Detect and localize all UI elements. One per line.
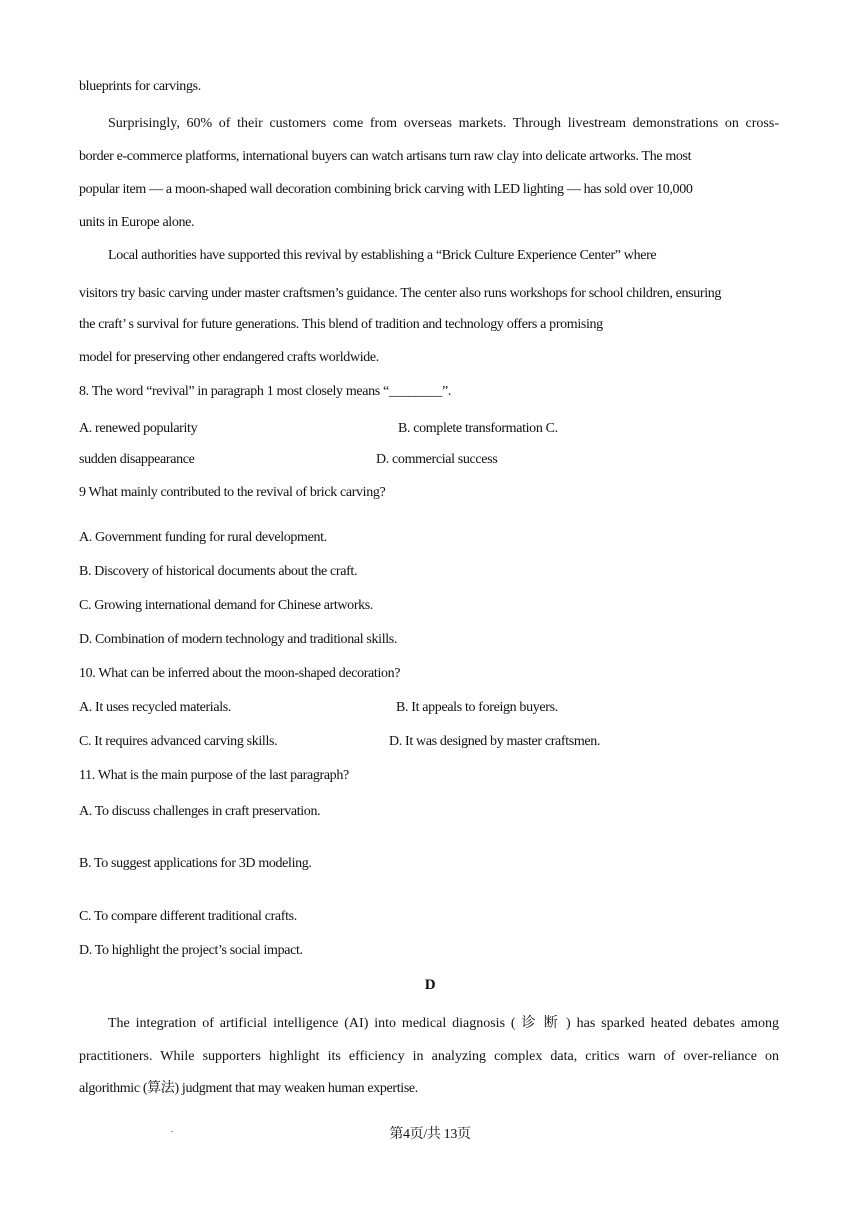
passage-line: units in Europe alone.: [79, 215, 195, 230]
question-11-option-b: B. To suggest applications for 3D modeling.: [79, 856, 312, 871]
question-11-option-c: C. To compare different traditional crafts.: [79, 909, 297, 924]
question-8-option-c: sudden disappearance: [79, 452, 195, 467]
passage-line: blueprints for carvings.: [79, 79, 201, 94]
question-10-option-c: C. It requires advanced carving skills.: [79, 734, 278, 749]
passage-line: practitioners. While supporters highlight its efficiency in analyzing complex data, critics warn of over-reliance on: [79, 1049, 779, 1064]
question-11-stem: 11. What is the main purpose of the last paragraph?: [79, 768, 349, 783]
question-9-option-a: A. Government funding for rural development.: [79, 530, 327, 545]
question-10-option-d: D. It was designed by master craftsmen.: [389, 734, 601, 749]
footer-dot: .: [171, 1124, 173, 1134]
question-10-option-b: B. It appeals to foreign buyers.: [396, 700, 558, 715]
passage-line: The integration of artificial intelligence (AI) into medical diagnosis ( 诊 断 ) has sparked heated debates among: [108, 1016, 779, 1031]
passage-line: Local authorities have supported this revival by establishing a “Brick Culture Experience Center” where: [108, 248, 657, 263]
section-heading: D: [424, 977, 436, 993]
question-9-option-b: B. Discovery of historical documents about the craft.: [79, 564, 358, 579]
question-9-option-d: D. Combination of modern technology and traditional skills.: [79, 632, 398, 647]
page-number: 第4页/共 13页: [389, 1127, 471, 1142]
passage-line: model for preserving other endangered crafts worldwide.: [79, 350, 379, 365]
passage-line: Surprisingly, 60% of their customers come from overseas markets. Through livestream demonstrations on cross-: [108, 116, 779, 131]
question-8-option-d: D. commercial success: [376, 452, 498, 467]
question-11-option-d: D. To highlight the project’s social impact.: [79, 943, 303, 958]
question-8-stem: 8. The word “revival” in paragraph 1 most closely means “________”.: [79, 384, 452, 399]
question-11-option-a: A. To discuss challenges in craft preservation.: [79, 804, 321, 819]
passage-line: algorithmic (算法) judgment that may weaken human expertise.: [79, 1081, 418, 1096]
question-9-option-c: C. Growing international demand for Chinese artworks.: [79, 598, 374, 613]
question-8-option-b: B. complete transformation C.: [398, 421, 558, 436]
passage-line: border e-commerce platforms, international buyers can watch artisans turn raw clay into delicate artworks. The most: [79, 149, 692, 164]
question-9-stem: 9 What mainly contributed to the revival of brick carving?: [79, 485, 386, 500]
question-10-stem: 10. What can be inferred about the moon-shaped decoration?: [79, 666, 401, 681]
passage-line: visitors try basic carving under master craftsmen’s guidance. The center also runs workshops for school children, ensuring: [79, 286, 722, 301]
passage-line: the craft’ s survival for future generations. This blend of tradition and technology offers a promising: [79, 317, 603, 332]
passage-line: popular item — a moon-shaped wall decoration combining brick carving with LED lighting — has sold over 10,000: [79, 182, 693, 197]
question-10-option-a: A. It uses recycled materials.: [79, 700, 231, 715]
question-8-option-a: A. renewed popularity: [79, 421, 198, 436]
